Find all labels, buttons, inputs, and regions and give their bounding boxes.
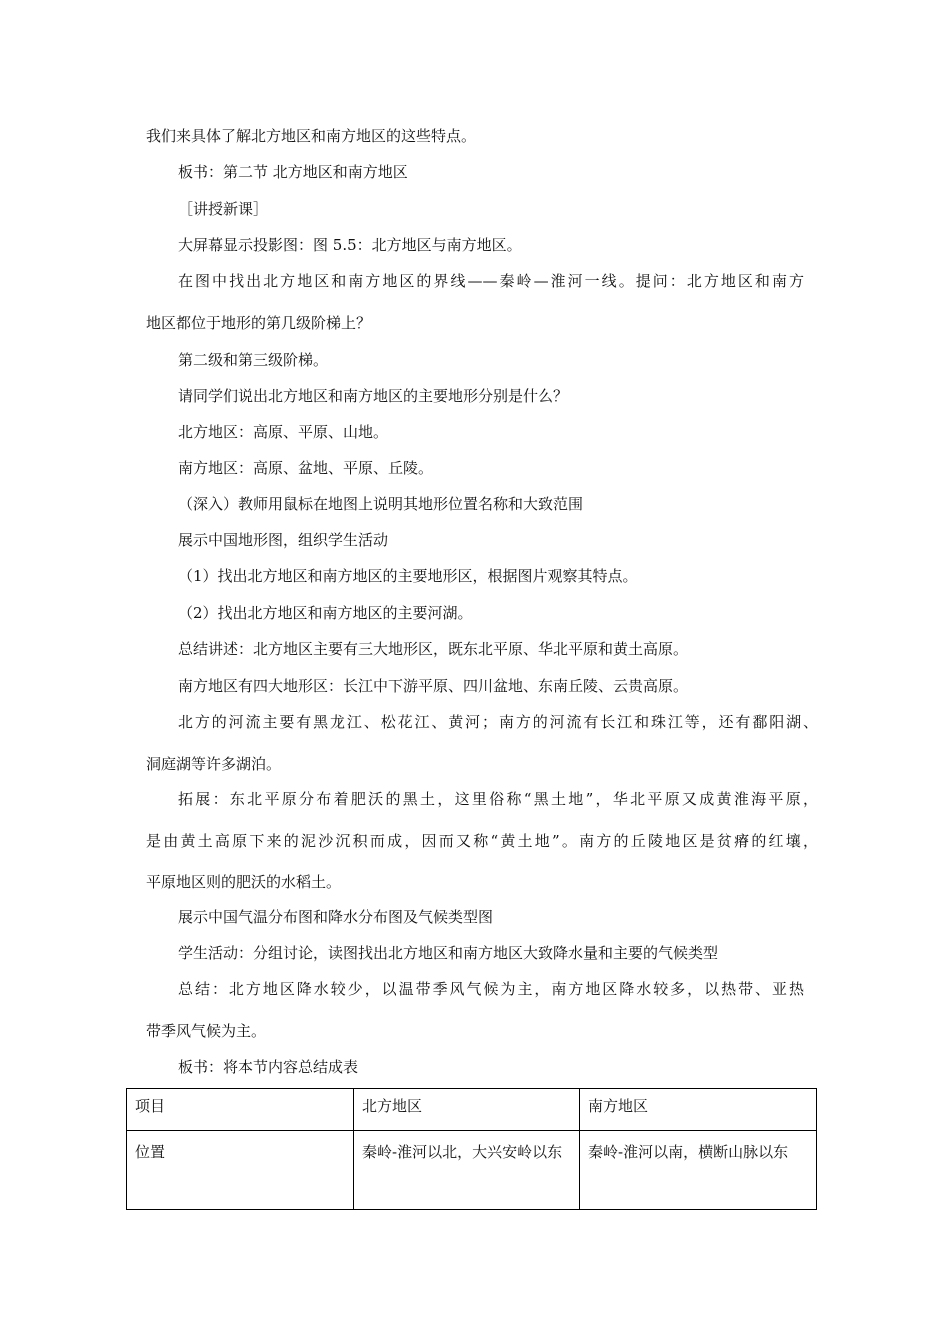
paragraph-line: 学生活动：分组讨论，读图找出北方地区和南方地区大致降水量和主要的气候类型	[178, 944, 719, 962]
paragraph-line: 带季风气候为主。	[146, 1022, 267, 1040]
section-label: ［讲授新课］	[178, 200, 269, 218]
paragraph-line: 拓展：东北平原分布着肥沃的黑土，这里俗称“黑土地”，华北平原又成黄淮海平原，	[178, 790, 818, 808]
paragraph-line: 平原地区则的肥沃的水稻土。	[146, 873, 342, 891]
table-row	[127, 1131, 817, 1210]
paragraph-line: 北方的河流主要有黑龙江、松花江、黄河；南方的河流有长江和珠江等，还有鄱阳湖、	[178, 713, 818, 731]
paragraph-line: 我们来具体了解北方地区和南方地区的这些特点。	[146, 127, 477, 145]
activity-item-2: （2）找出北方地区和南方地区的主要河湖。	[178, 604, 473, 622]
table-cell: 秦岭-淮河以南，横断山脉以东	[580, 1131, 817, 1210]
paragraph-line: 展示中国气温分布图和降水分布图及气候类型图	[178, 908, 494, 926]
table-header-row	[127, 1089, 817, 1131]
table-header-cell: 南方地区	[580, 1089, 817, 1131]
activity-item-1: （1）找出北方地区和南方地区的主要地形区，根据图片观察其特点。	[178, 567, 638, 585]
blackboard-heading: 板书：第二节 北方地区和南方地区	[178, 163, 408, 181]
paragraph-line: 请同学们说出北方地区和南方地区的主要地形分别是什么？	[178, 387, 569, 405]
paragraph-line: 北方地区：高原、平原、山地。	[178, 423, 389, 441]
summary-table	[126, 1088, 817, 1210]
paragraph-line: 地区都位于地形的第几级阶梯上？	[146, 314, 372, 332]
paragraph-line: 大屏幕显示投影图：图 5.5：北方地区与南方地区。	[178, 236, 522, 254]
paragraph-line: 南方地区有四大地形区：长江中下游平原、四川盆地、东南丘陵、云贵高原。	[178, 677, 689, 695]
paragraph-line: （深入）教师用鼠标在地图上说明其地形位置名称和大致范围	[178, 495, 584, 513]
paragraph-line: 第二级和第三级阶梯。	[178, 351, 329, 369]
table-cell: 秦岭-淮河以北，大兴安岭以东	[354, 1131, 580, 1210]
table-header-cell: 项目	[127, 1089, 354, 1131]
table-header-cell: 北方地区	[354, 1089, 580, 1131]
paragraph-line: 展示中国地形图，组织学生活动	[178, 531, 389, 549]
paragraph-line: 在图中找出北方地区和南方地区的界线——秦岭—淮河一线。提问：北方地区和南方	[178, 272, 804, 290]
paragraph-line: 总结讲述：北方地区主要有三大地形区，既东北平原、华北平原和黄土高原。	[178, 640, 689, 658]
paragraph-line: 是由黄土高原下来的泥沙沉积而成，因而又称“黄土地”。南方的丘陵地区是贫瘠的红壤，	[146, 832, 818, 850]
paragraph-line: 南方地区：高原、盆地、平原、丘陵。	[178, 459, 434, 477]
paragraph-line: 总结：北方地区降水较少，以温带季风气候为主，南方地区降水较多，以热带、亚热	[178, 980, 804, 998]
table-cell: 位置	[127, 1131, 354, 1210]
paragraph-line: 洞庭湖等许多湖泊。	[146, 755, 282, 773]
blackboard-table-caption: 板书：将本节内容总结成表	[178, 1058, 359, 1076]
